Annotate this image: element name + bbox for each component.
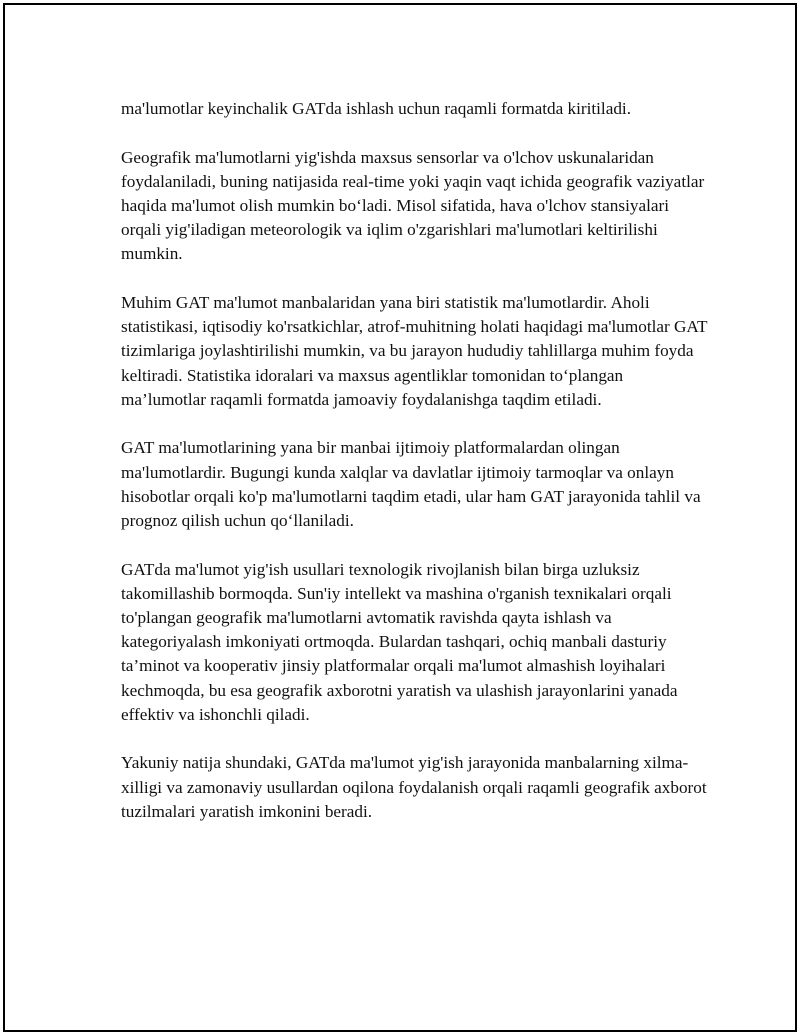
- paragraph: Muhim GAT ma'lumot manbalaridan yana biri statistik ma'lumotlardir. Aholi statistikasi, iqtisodiy ko'rsatkichlar, atrof-muhitning holati haqidagi ma'lumotlar GAT tizimlariga joylashtirilishi mumkin, va bu jarayon hududiy tahlillarga muhim foyda keltiradi. Statistika idoralari va maxsus agentliklar tomonidan to‘plangan ma’lumotlar raqamli formatda jamoaviy foydalanishga taqdim etiladi.: [121, 293, 708, 409]
- paragraph: Yakuniy natija shundaki, GATda ma'lumot yig'ish jarayonida manbalarning xilma-xilligi va zamonaviy usullardan oqilona foydalanish orqali raqamli geografik axborot tuzilmalari yaratish imkonini beradi.: [121, 753, 707, 821]
- paragraph: ma'lumotlar keyinchalik GATda ishlash uchun raqamli formatda kiritiladi.: [121, 99, 631, 118]
- paragraph: Geografik ma'lumotlarni yig'ishda maxsus sensorlar va o'lchov uskunalaridan foydalaniladi, buning natijasida real-time yoki yaqin vaqt ichida geografik vaziyatlar haqida ma'lumot olish mumkin bo‘ladi. Misol sifatida, hava o'lchov stansiyalari orqali yig'iladigan meteorologik va iqlim o'zgarishlari ma'lumotlari keltirilishi mumkin.: [121, 147, 705, 264]
- document-body: [121, 97, 711, 848]
- page-frame: [3, 3, 797, 1032]
- paragraph: GATda ma'lumot yig'ish usullari texnologik rivojlanish bilan birga uzluksiz takomillashib bormoqda. Sun'iy intellekt va mashina o'rganish texnikalari orqali to'plangan geografik ma'lumotlarni avtomatik ravishda qayta ishlash va kategoriyalash imkoniyati ortmoqda. Bulardan tashqari, ochiq manbali dasturiy ta’minot va kooperativ jinsiy platformalar orqali ma'lumot almashish loyihalari kechmoqda, bu esa geografik axborotni yaratish va ulashish jarayonlarini yanada effektiv va ishonchli qiladi.: [121, 559, 678, 724]
- paragraph: GAT ma'lumotlarining yana bir manbai ijtimoiy platformalardan olingan ma'lumotlardir. Bugungi kunda xalqlar va davlatlar ijtimoiy tarmoqlar va onlayn hisobotlar orqali ko'p ma'lumotlarni taqdim etadi, ular ham GAT jarayonida tahlil va prognoz qilish uchun qo‘llaniladi.: [121, 438, 701, 531]
